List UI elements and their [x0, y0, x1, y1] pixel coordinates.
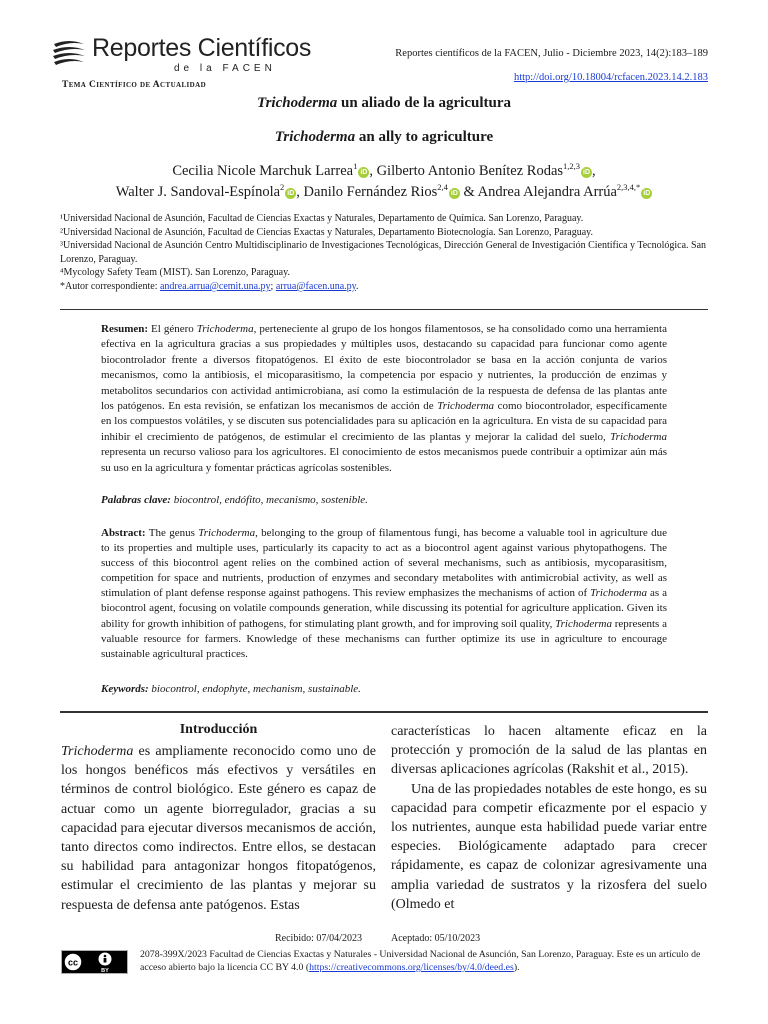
body-column-left	[61, 742, 376, 915]
title-es-rest: un aliado de la agricultura	[337, 95, 512, 111]
cc-by-label: BY	[101, 968, 109, 974]
received-date: Recibido: 07/04/2023	[275, 933, 362, 944]
affiliation-item: ³Universidad Nacional de Asunción Centro Multidisciplinario de Investigaciones Tecnológicas, Dirección General de Investigación Científica y Tecnológica. San Lorenzo, Paraguay.	[60, 240, 707, 265]
title-es-genus: Trichoderma	[256, 95, 338, 111]
section-tag: Tema Científico de Actualidad	[62, 80, 207, 90]
abstract-genus: Trichoderma	[555, 617, 612, 630]
author-line-2: Walter J. Sandoval-Espínola$^2$iD , Danilo Fernández Rios$^{2,4}$iD & Andrea Alejandra Arrúa$^{2,3,4,*}$iD	[115, 182, 651, 200]
body-text: es ampliamente reconocido como uno de los hongos benéficos más efectivos y versátiles en términos de control biológico. Este género es capaz de actuar como un agente biorregulador, gracias a su capacidad para ejecutar diversos mecanismos de acción, tanto directos como indirectos. Entre ellos, se destacan su habilidad para antagonizar hongos fitopatógenos, estimular el crecimiento de las plantas y mejorar su respuesta de defensa ante patógenos. Estas	[61, 744, 376, 913]
author-name: Cecilia Nicole Marchuk Larrea	[172, 162, 354, 179]
resumen-genus: Trichoderma	[610, 430, 667, 443]
license-link[interactable]: https://creativecommons.org/licenses/by/4.0/deed.es	[309, 962, 514, 973]
author-name: Walter J. Sandoval-Espínola	[115, 183, 281, 200]
license-text: 2078-399X/2023 Facultad de Ciencias Exactas y Naturales - Universidad Nacional de Asunción, San Lorenzo, Paraguay. Este es un artículo de acceso abierto bajo la licencia CC BY 4.0 (	[140, 949, 701, 973]
journal-name: Reportes Científicos	[92, 34, 312, 62]
resumen-text: El género	[148, 323, 197, 335]
keywords	[101, 682, 667, 697]
email-end: .	[356, 280, 359, 292]
body-paragraph: características lo hacen altamente eficaz en la protección y promoción de la salud de las plantas en diversas aplicaciones agrícolas (Rakshit et al., 2015).	[391, 724, 707, 778]
citation-line: Reportes científicos de la FACEN, Julio - Diciembre 2023, 14(2):183–189	[395, 48, 708, 59]
title-english	[0, 129, 768, 146]
email-link[interactable]: arrua@facen.una.py	[275, 280, 356, 292]
abstract-text: represents a valuable resource for farmers. Knowledge of these mechanisms can further optimize its use in agriculture to encourage sustainable agricultural practices.	[101, 617, 667, 660]
title-en-genus: Trichoderma	[274, 129, 356, 145]
license-notice	[140, 948, 710, 974]
abstract	[101, 526, 667, 662]
author-name: Danilo Fernández Rios	[303, 183, 438, 200]
palabras-label: Palabras clave:	[101, 494, 171, 506]
title-spanish	[0, 95, 768, 112]
affiliations	[60, 212, 720, 294]
resumen-text: , perteneciente al grupo de los hongos filamentosos, se ha consolidado como una herramienta efectiva en la agricultura gracias a sus propiedades y múltiples usos, destacando su capacidad para funcionar como agente biocontrolador frente a diversos fitopatógenos. El éxito de este biocontrolador se basa en la acción conjunta de varios mecanismos, como la antibiosis, el micoparasitismo, la competencia por espacio y nutrientes, la producción de enzimas y metabolitos secundarios con actividad antimicrobiana, así como la estimulación de la respuesta de defensa de las plantas ante los patógenos. En esta revisión, se enfatizan los mecanismos de acción de	[101, 323, 667, 413]
orcid-icon[interactable]: iD	[643, 189, 651, 197]
doi-link[interactable]: http://doi.org/10.18004/rcfacen.2023.14.2.183	[513, 72, 708, 83]
journal-subtitle: de la FACEN	[174, 63, 276, 74]
affiliation-item: ¹Universidad Nacional de Asunción, Facultad de Ciencias Exactas y Naturales, Departamento de Química. San Lorenzo, Paraguay.	[60, 213, 584, 224]
resumen-genus: Trichoderma	[196, 323, 254, 335]
author-name: Gilberto Antonio Benítez Rodas	[376, 162, 564, 179]
corresponding-author	[60, 280, 720, 294]
orcid-icon[interactable]: iD	[450, 189, 458, 197]
resumen-text: como biocontrolador, específicamente en los compuestos volátiles, y se discuten sus potencialidades para su aplicación en la agricultura. En vista de su capacidad para inhibir el crecimiento de patógenos, de estimular el crecimiento de las plantas y mejorar la calidad del suelo,	[101, 400, 667, 443]
accepted-date: Aceptado: 05/10/2023	[391, 933, 481, 944]
author-affil-sup: 2	[280, 182, 285, 192]
body-paragraph: Una de las propiedades notables de este hongo, es su capacidad para competir eficazmente por el espacio y los nutrientes, aunque esta habilidad puede variar entre especies. Biológicamente adaptado para crecer rápidamente, es capaz de colonizar agresivamente una amplia variedad de sustratos y la rizosfera del suelo (Olmedo et	[391, 781, 707, 912]
author-line-1: Cecilia Nicole Marchuk Larrea$^1$iD , Gilberto Antonio Benítez Rodas$^{1,2,3}$iD ,	[172, 161, 596, 179]
keywords-text: biocontrol, endophyte, mechanism, sustainable.	[148, 683, 361, 695]
author-affil-sup: 2,4	[437, 182, 448, 192]
resumen	[101, 322, 667, 476]
license-end: ).	[513, 962, 520, 973]
abstract-label: Abstract:	[101, 527, 146, 539]
cc-by-license-icon[interactable]	[61, 950, 128, 974]
body-genus: Trichoderma	[61, 744, 134, 759]
section-heading: Introducción	[179, 722, 258, 737]
abstract-genus: Trichoderma	[198, 527, 256, 539]
abstract-text: as a biocontrol agent, focusing on volatile compounds generation, while discussing its potential for agriculture application. Given its ability for growth inhibition of pathogens, for stimulating plant growth, and for improving soil quality,	[101, 587, 667, 630]
email-link[interactable]: andrea.arrua@cemit.una.py	[159, 280, 271, 292]
journal-logo-mark-icon	[52, 38, 86, 70]
keywords-label: Keywords:	[101, 683, 149, 695]
orcid-icon[interactable]: iD	[287, 189, 295, 197]
title-en-rest: an ally to agriculture	[355, 129, 494, 145]
abstract-text: The genus	[145, 527, 199, 539]
divider	[60, 711, 708, 713]
abstract-text: , belonging to the group of filamentous fungi, has become a valuable tool in agriculture due to its properties and multiple uses, particularly its capacity to act as a biocontrol agent against various phytopathogens. The success of this biocontrol agent relies on the combined action of several mechanisms, such as antibiosis, mycoparasitism, competition for space and nutrients, production of enzymes and secondary metabolites with antimicrobial activity, as well as stimulation of plant defense response against pathogens. This review emphasizes the mechanisms of action of	[101, 527, 667, 600]
affiliation-item: ²Universidad Nacional de Asunción, Facultad de Ciencias Exactas y Naturales, Departamento Biotecnología. San Lorenzo, Paraguay.	[60, 226, 594, 238]
divider	[60, 309, 708, 310]
resumen-genus: Trichoderma	[437, 400, 495, 413]
resumen-text: representa un recurso valioso para los agricultores. El conocimiento de estos mecanismos puede contribuir a optimizar aún más su uso en la agricultura y fomentar prácticas agrícolas sostenibles.	[101, 446, 667, 474]
palabras-text: biocontrol, endófito, mecanismo, sostenible.	[170, 494, 368, 506]
body-column-right	[391, 722, 707, 914]
author-name: Andrea Alejandra Arrúa	[477, 183, 617, 200]
palabras-clave	[101, 493, 667, 508]
svg-text:cc: cc	[67, 957, 79, 968]
orcid-icon[interactable]: iD	[583, 168, 591, 176]
corresponding-label: *Autor correspondiente:	[60, 280, 160, 292]
affiliation-item: ⁴Mycology Safety Team (MIST). San Lorenzo, Paraguay.	[60, 267, 290, 279]
author-affil-sup: 1,2,3	[563, 161, 581, 171]
orcid-icon[interactable]: iD	[360, 168, 368, 176]
abstract-genus: Trichoderma	[590, 587, 647, 600]
author-affil-sup: 1	[353, 161, 358, 171]
email-separator: ;	[270, 280, 276, 292]
resumen-label: Resumen:	[101, 323, 149, 335]
author-affil-sup: 2,3,4,*	[616, 182, 641, 192]
